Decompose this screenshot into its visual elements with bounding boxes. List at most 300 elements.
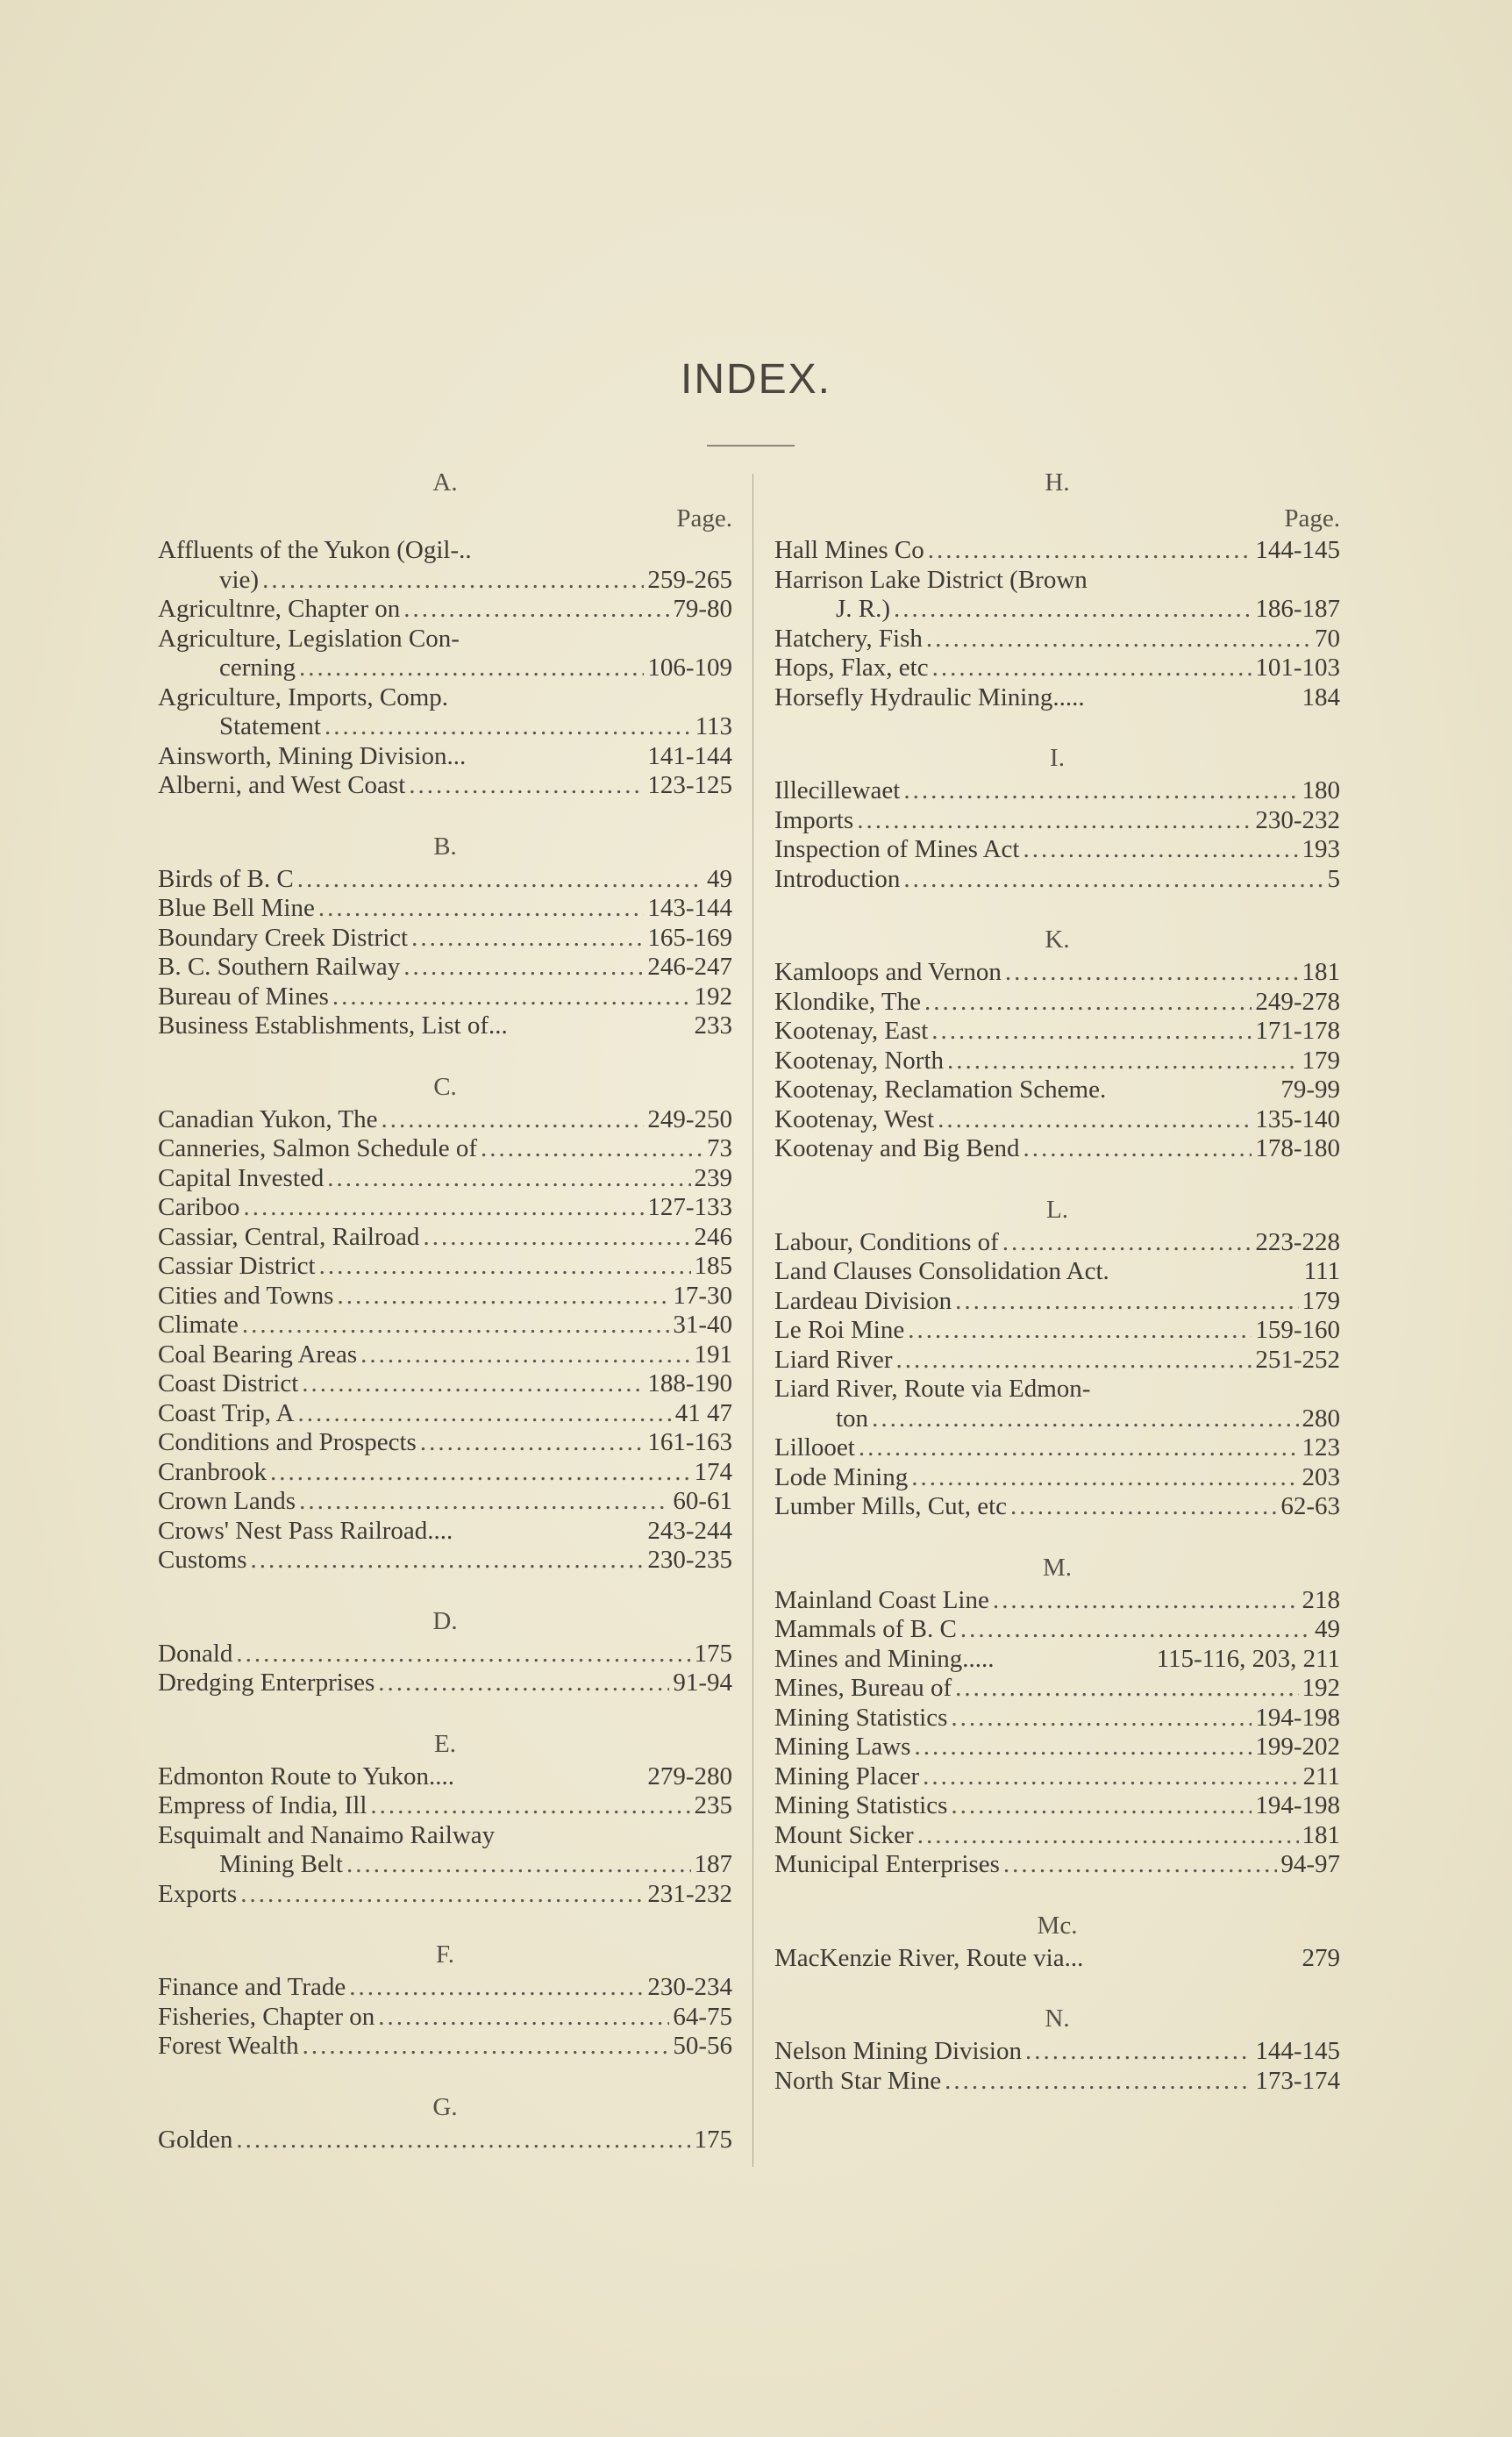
index-entry (774, 958, 1340, 988)
leader-dots (1025, 2037, 1252, 2067)
leader-dots (903, 865, 1323, 895)
entry-title: North Star Mine (774, 2066, 942, 2095)
entry-page: 79-80 (673, 595, 732, 623)
index-entry (774, 1105, 1340, 1135)
section-letter: K. (1045, 925, 1070, 954)
entry-title: Cariboo (158, 1193, 240, 1221)
entry-page: 159-160 (1255, 1316, 1340, 1344)
entry-title: Harrison Lake District (Brown (774, 565, 1088, 594)
index-entry-line (774, 1134, 1340, 1164)
index-entry (774, 1762, 1340, 1792)
index-entry-line (158, 1252, 732, 1282)
leader-dots (242, 1311, 670, 1340)
entry-page: 231-232 (647, 1879, 732, 1908)
entry-title: Golden (158, 2125, 233, 2154)
index-entry (158, 953, 732, 983)
entry-page: 135-140 (1255, 1104, 1340, 1133)
index-entry-line (774, 1228, 1340, 1258)
index-entry-line (158, 1223, 732, 1253)
index-entry-line (158, 924, 732, 954)
leader-dots (955, 1287, 1298, 1317)
entry-title: Land Clauses Consolidation Act. (774, 1257, 1109, 1285)
index-entry-line (158, 712, 732, 742)
index-entry (158, 1223, 732, 1253)
index-entry-line (774, 1463, 1340, 1493)
section-gap (158, 2062, 732, 2081)
index-entry (774, 1492, 1340, 1522)
index-entry (158, 1821, 732, 1880)
entry-page: 193 (1302, 835, 1340, 863)
index-entry (774, 1375, 1340, 1433)
leader-dots (270, 1458, 690, 1488)
leader-dots (318, 894, 645, 924)
entry-page: 79-99 (1280, 1076, 1340, 1104)
entry-page: 191 (694, 1340, 732, 1369)
index-entry-line (774, 1762, 1340, 1792)
entry-title: Mining Belt (219, 1850, 343, 1878)
entry-title: Agricultnre, Chapter on (158, 595, 401, 623)
entry-title: Kamloops and Vernon (774, 958, 1002, 986)
leader-dots (914, 1733, 1252, 1762)
entry-title: J. R.) (836, 595, 891, 623)
entry-page: 64-75 (673, 2002, 732, 2031)
section-gap (774, 1164, 1340, 1183)
page-title: INDEX. (680, 356, 832, 403)
index-entry-line (158, 1105, 732, 1135)
entry-title: Boundary Creek District (158, 923, 409, 952)
leader-dots (1003, 1850, 1277, 1880)
index-entry-line (158, 1458, 732, 1488)
leader-dots (349, 1973, 644, 2003)
section-letter: G. (432, 2092, 458, 2121)
entry-page: 94-97 (1280, 1850, 1340, 1878)
leader-dots (243, 1193, 644, 1223)
entry-title: Lardeau Division (774, 1286, 952, 1315)
index-entry (774, 683, 1340, 713)
index-entry-line (774, 1017, 1340, 1047)
entry-page: 180 (1302, 776, 1340, 804)
entry-page: 179 (1302, 1046, 1340, 1075)
leader-dots (928, 536, 1252, 566)
leader-dots (1002, 1228, 1252, 1258)
index-entry-line (158, 1340, 732, 1370)
index-entry (158, 536, 732, 595)
index-entry (158, 595, 732, 625)
index-entry (774, 1134, 1340, 1164)
index-entry (158, 2003, 732, 2033)
index-entry (158, 1973, 732, 2003)
section-gap (774, 1880, 1340, 1899)
section-letter: H. (1045, 468, 1070, 497)
index-entry-line (158, 1193, 732, 1223)
index-entry (774, 2067, 1340, 2097)
leader-dots (325, 712, 692, 742)
entry-title: Crows' Nest Pass Railroad.... (158, 1516, 453, 1545)
leader-dots (236, 1640, 690, 1669)
leader-dots (955, 1674, 1298, 1704)
entry-page: 70 (1315, 624, 1340, 653)
entry-page: 41 47 (674, 1398, 732, 1427)
entry-title: Agriculture, Imports, Comp. (158, 683, 449, 711)
leader-dots (360, 1340, 690, 1370)
entry-page: 246 (694, 1222, 732, 1251)
index-entry-line (774, 1257, 1340, 1287)
index-entry (158, 1428, 732, 1458)
entry-page: 192 (694, 982, 732, 1011)
entry-page: 60-61 (673, 1487, 732, 1515)
index-entry-line (774, 1287, 1340, 1317)
index-entry-line (774, 1105, 1340, 1135)
leader-dots (319, 1252, 691, 1282)
entry-page: 249-278 (1255, 987, 1340, 1016)
entry-title: vie) (219, 565, 260, 594)
index-entry-line (158, 1517, 732, 1547)
entry-title: Mines and Mining..... (774, 1644, 995, 1673)
leader-dots (903, 776, 1298, 806)
entry-title: Hops, Flax, etc (774, 654, 929, 682)
index-entry (774, 1733, 1340, 1762)
entry-page: 31-40 (673, 1311, 732, 1339)
entry-title: Blue Bell Mine (158, 894, 315, 922)
entry-page: 230-235 (647, 1546, 732, 1574)
index-entry-line (774, 1944, 1340, 1974)
index-entry (774, 1615, 1340, 1645)
index-entry-line (158, 2003, 732, 2033)
entry-page: 186-187 (1255, 595, 1340, 623)
entry-title: Cranbrook (158, 1457, 267, 1486)
index-entry-line (774, 1586, 1340, 1616)
entry-page: 113 (695, 712, 732, 740)
leader-dots (926, 625, 1311, 654)
index-entry (774, 566, 1340, 625)
index-entry-line (774, 1076, 1340, 1105)
index-entry-line (158, 595, 732, 625)
entry-title: Municipal Enterprises (774, 1850, 1000, 1878)
leader-dots (236, 2126, 690, 2155)
index-entry-line (158, 1973, 732, 2003)
entry-title: B. C. Southern Railway (158, 953, 401, 981)
entry-title: Mining Laws (774, 1733, 911, 1761)
entry-title: Finance and Trade (158, 1973, 346, 2001)
index-entry (774, 1047, 1340, 1076)
leader-dots (298, 1399, 672, 1429)
leader-dots (481, 1134, 703, 1164)
index-entry (774, 1463, 1340, 1493)
index-entry-line (774, 1047, 1340, 1076)
index-entry (158, 1011, 732, 1041)
entry-page: 143-144 (647, 894, 732, 922)
entry-title: Esquimalt and Nanaimo Railway (158, 1820, 496, 1849)
section-gap (774, 712, 1340, 732)
entry-title: Coal Bearing Areas (158, 1340, 358, 1369)
leader-dots (911, 1463, 1298, 1493)
leader-dots (895, 1346, 1252, 1376)
entry-title: Edmonton Route to Yukon.... (158, 1762, 455, 1790)
entry-title: Kootenay, East (774, 1017, 929, 1045)
leader-dots (917, 1821, 1299, 1851)
index-entry (158, 924, 732, 954)
index-entry-line (158, 865, 732, 895)
entry-title: Cassiar District (158, 1252, 316, 1280)
entry-title: Donald (158, 1639, 233, 1668)
index-entry-line (158, 2126, 732, 2155)
entry-title: Statement (219, 712, 321, 740)
entry-title: Business Establishments, List of... (158, 1011, 508, 1040)
index-entry (774, 1586, 1340, 1616)
index-entry-line (158, 1011, 732, 1041)
index-entry-line (158, 894, 732, 924)
leader-dots (409, 771, 644, 801)
section-gap (774, 1973, 1340, 1992)
entry-title: Kootenay, Reclamation Scheme. (774, 1076, 1107, 1104)
section-letter: D. (432, 1606, 458, 1635)
entry-page: 161-163 (647, 1428, 732, 1456)
leader-dots (951, 1704, 1252, 1733)
entry-page: 218 (1302, 1585, 1340, 1614)
index-entry-line (158, 1669, 732, 1698)
index-entry-line (158, 953, 732, 983)
leader-dots (872, 1404, 1298, 1434)
leader-dots (857, 806, 1252, 836)
leader-dots (302, 1369, 644, 1399)
section-gap (158, 1909, 732, 1928)
leader-dots (945, 2067, 1252, 2097)
index-entry (774, 1791, 1340, 1821)
leader-dots (299, 1487, 669, 1517)
index-entry-line (774, 536, 1340, 566)
index-entry (774, 1645, 1340, 1675)
index-entry-line (774, 958, 1340, 988)
leader-dots (960, 1615, 1311, 1645)
index-entry-line (774, 1615, 1340, 1645)
index-entry-line (774, 1821, 1340, 1851)
entry-page: 123-125 (647, 771, 732, 799)
entry-title: Ainsworth, Mining Division... (158, 741, 467, 770)
index-entry (774, 806, 1340, 836)
entry-page: 279 (1302, 1943, 1340, 1972)
leader-dots (1023, 1134, 1252, 1164)
index-entry-line (158, 983, 732, 1012)
index-entry (158, 1399, 732, 1429)
index-entry (158, 742, 732, 772)
entry-page: 141-144 (647, 741, 732, 770)
index-entry-line (158, 1311, 732, 1340)
index-entry-line (158, 654, 732, 683)
index-entry (158, 771, 732, 801)
index-entry (774, 1017, 1340, 1047)
entry-page: 230-234 (647, 1973, 732, 2001)
entry-page: 251-252 (1255, 1345, 1340, 1374)
leader-dots (251, 1546, 645, 1576)
index-entry (158, 1458, 732, 1488)
entry-title: Lumber Mills, Cut, etc (774, 1492, 1007, 1520)
index-entry-line (774, 625, 1340, 654)
page-column-header: Page. (1284, 504, 1340, 532)
index-entry (158, 1640, 732, 1669)
index-entry-line (158, 1164, 732, 1194)
leader-dots (931, 1017, 1252, 1047)
index-entry-line (774, 1733, 1340, 1762)
entry-page: 73 (707, 1134, 732, 1162)
entry-title: Hall Mines Co (774, 536, 924, 564)
entry-title: Mining Statistics (774, 1703, 948, 1732)
index-entry (158, 894, 732, 924)
index-entry-line (774, 1404, 1340, 1434)
entry-page: 259-265 (647, 565, 732, 594)
entry-title: Bureau of Mines (158, 982, 329, 1011)
index-entry (774, 865, 1340, 895)
entry-page: 249-250 (647, 1104, 732, 1133)
section-gap (774, 2096, 1340, 2115)
index-entry-line (158, 1399, 732, 1429)
index-entry (158, 1880, 732, 1910)
entry-title: Lode Mining (774, 1462, 909, 1491)
leader-dots (337, 1282, 669, 1311)
section-gap (158, 1576, 732, 1595)
section-gap (158, 2155, 732, 2174)
leader-dots (378, 1669, 669, 1698)
entry-title: Exports (158, 1879, 238, 1908)
leader-dots (1010, 1492, 1277, 1522)
entry-page: 178-180 (1255, 1134, 1340, 1162)
index-entry (158, 1340, 732, 1370)
index-entry (158, 1193, 732, 1223)
leader-dots (370, 1791, 690, 1821)
index-entry-line (774, 1433, 1340, 1463)
entry-page: 188-190 (647, 1369, 732, 1397)
index-entry (158, 1105, 732, 1135)
leader-dots (1023, 835, 1298, 865)
entry-page: 279-280 (647, 1762, 732, 1790)
index-entry-line (774, 865, 1340, 895)
index-entry-line (774, 806, 1340, 836)
index-entry (158, 1487, 732, 1517)
entry-title: Dredging Enterprises (158, 1669, 375, 1697)
entry-page: 17-30 (673, 1281, 732, 1310)
index-entry-line (158, 1282, 732, 1311)
section-gap (158, 1698, 732, 1718)
section-letter: M. (1042, 1553, 1073, 1582)
section-gap (158, 801, 732, 820)
entry-title: Introduction (774, 864, 901, 893)
leader-dots (1005, 958, 1299, 988)
entry-page: 62-63 (1280, 1492, 1340, 1520)
entry-title: Liard River, Route via Edmon- (774, 1375, 1091, 1403)
index-entry-line (774, 1791, 1340, 1821)
entry-title: Canneries, Salmon Schedule of (158, 1134, 478, 1162)
index-entry (158, 2032, 732, 2062)
index-entry-line (774, 1346, 1340, 1376)
leader-dots (908, 1316, 1252, 1346)
entry-title: Hatchery, Fish (774, 624, 923, 653)
index-entry (158, 865, 732, 895)
entry-title: Kootenay, North (774, 1046, 945, 1075)
title-rule (707, 445, 795, 447)
index-entry-line (158, 1640, 732, 1669)
index-entry-line (158, 742, 732, 772)
index-column-left (158, 456, 732, 2174)
entry-title: Cities and Towns (158, 1281, 334, 1310)
leader-dots (423, 1223, 690, 1253)
index-entry (774, 536, 1340, 566)
entry-title: Birds of B. C (158, 864, 294, 893)
index-entry-line (774, 1316, 1340, 1346)
entry-title: Cassiar, Central, Railroad (158, 1222, 420, 1251)
entry-title: Climate (158, 1311, 239, 1339)
entry-page: 91-94 (673, 1669, 732, 1697)
leader-dots (859, 1433, 1299, 1463)
entry-page: 175 (694, 1639, 732, 1668)
entry-title: Lillooet (774, 1433, 855, 1461)
index-entry-line (158, 1369, 732, 1399)
entry-title: Fisheries, Chapter on (158, 2002, 375, 2031)
leader-dots (240, 1880, 644, 1910)
entry-title: Nelson Mining Division (774, 2037, 1022, 2065)
entry-page: 174 (694, 1457, 732, 1486)
entry-page: 49 (707, 864, 732, 893)
entry-page: 280 (1302, 1404, 1340, 1433)
entry-title: Mining Statistics (774, 1791, 948, 1819)
entry-title: Canadian Yukon, The (158, 1104, 378, 1133)
index-entry-line (158, 1762, 732, 1792)
entry-title: Imports (774, 805, 854, 834)
index-entry (774, 1944, 1340, 1974)
leader-dots (923, 1762, 1299, 1792)
entry-page: 101-103 (1255, 654, 1340, 682)
index-entry-line (774, 2067, 1340, 2097)
leader-dots (381, 1105, 644, 1135)
leader-dots (297, 865, 703, 895)
entry-page: 187 (694, 1850, 732, 1878)
entry-title: Agriculture, Legislation Con- (158, 624, 460, 653)
entry-page: 230-232 (1255, 805, 1340, 834)
section-letter: A. (432, 468, 458, 497)
entry-title: Inspection of Mines Act (774, 835, 1020, 863)
index-entry-line (774, 1492, 1340, 1522)
entry-title: Le Roi Mine (774, 1316, 905, 1344)
index-entry (774, 1850, 1340, 1880)
entry-page: 199-202 (1255, 1733, 1340, 1761)
page-column-header: Page. (676, 504, 732, 532)
index-entry (158, 1134, 732, 1164)
index-entry (158, 1546, 732, 1576)
entry-page: 211 (1302, 1762, 1340, 1790)
entry-page: 127-133 (647, 1193, 732, 1221)
entry-page: 233 (694, 1011, 732, 1040)
entry-title: Mining Placer (774, 1762, 920, 1790)
leader-dots (332, 983, 691, 1012)
index-entry (774, 625, 1340, 654)
entry-page: 50-56 (673, 2032, 732, 2060)
section-letter: C. (433, 1072, 457, 1101)
entry-title: Crown Lands (158, 1487, 296, 1515)
index-entry (158, 2126, 732, 2155)
entry-title: Alberni, and West Coast (158, 771, 406, 799)
section-letter: N. (1045, 2005, 1070, 2033)
index-entry (158, 1282, 732, 1311)
entry-page: 49 (1315, 1615, 1340, 1643)
entry-page: 246-247 (647, 953, 732, 981)
section-gap (774, 894, 1340, 913)
index-entry (774, 654, 1340, 683)
index-entry-line (158, 1428, 732, 1458)
index-entry (774, 1228, 1340, 1258)
entry-title: Conditions and Prospects (158, 1428, 417, 1456)
entry-page: 179 (1302, 1286, 1340, 1315)
entry-page: 223-228 (1255, 1227, 1340, 1256)
entry-title: Coast Trip, A (158, 1398, 295, 1427)
index-entry-line (158, 1546, 732, 1576)
